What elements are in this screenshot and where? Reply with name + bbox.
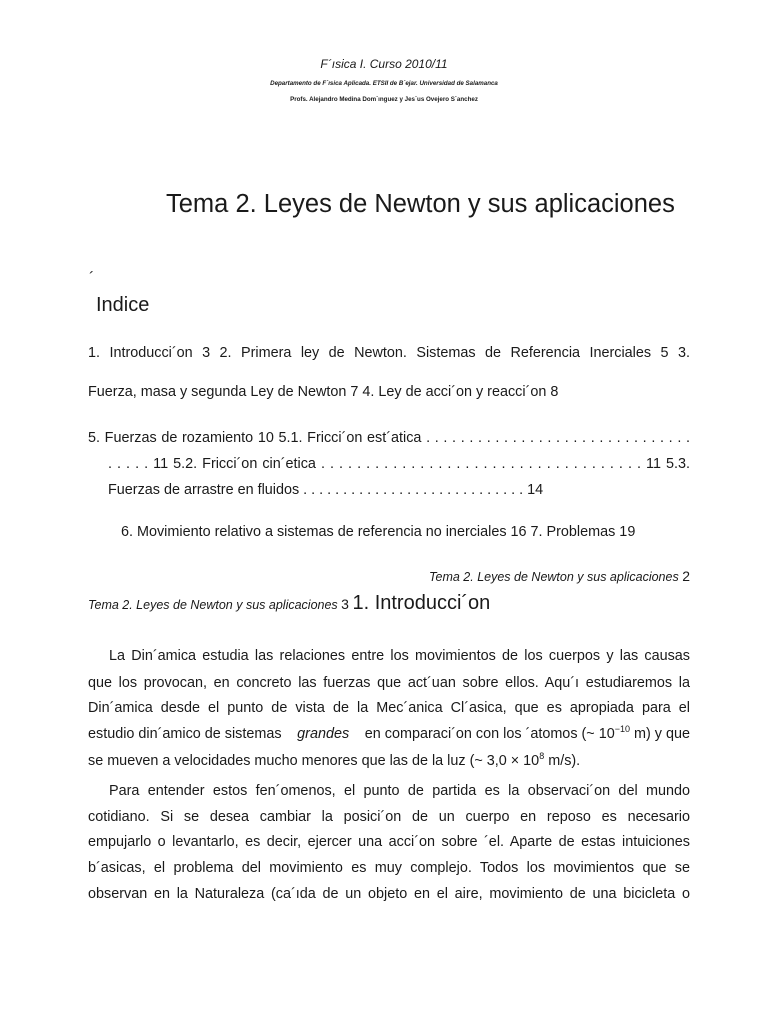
- text-run: estudio din´amico de sistemas: [88, 726, 282, 742]
- toc-line-1: 1. Introducci´on 3 2. Primera ley de Newton. Sistemas de Referencia Inerciales 5 3.: [88, 345, 690, 361]
- page-number: 3: [341, 596, 349, 612]
- section-heading: 1. Introducci´on: [352, 592, 491, 614]
- index-accent: ´: [89, 270, 95, 287]
- department-header: Departamento de F´ısica Aplicada. ETSII de B´ejar. Universidad de Salamanca: [270, 80, 498, 87]
- text-run: en comparaci´on con los ´atomos (~ 10: [364, 726, 615, 742]
- exponent: 8: [539, 751, 545, 761]
- paragraph-line: La Din´amica estudia las relaciones entre los movimientos de los cuerpos y las causas: [109, 648, 690, 664]
- paragraph-line: que los provocan, en concreto las fuerzas que act´uan sobre ellos. Aqu´ı estudiaremos la: [88, 675, 690, 691]
- paragraph-line: [88, 753, 690, 769]
- text-run: m) y que: [634, 726, 690, 742]
- running-title: Tema 2. Leyes de Newton y sus aplicaciones: [88, 598, 338, 612]
- toc-line-6: 6. Movimiento relativo a sistemas de referencia no inerciales 16 7. Problemas 19: [121, 524, 636, 540]
- page-title: Tema 2. Leyes de Newton y sus aplicaciones: [166, 190, 675, 218]
- authors-header: Profs. Alejandro Medina Dom´ınguez y Jes´us Ovejero S´anchez: [290, 96, 478, 103]
- paragraph-line: Din´amica desde el punto de vista de la Mec´anica Cl´asica, que es apropiada para el: [88, 700, 690, 716]
- paragraph-line: Para entender estos fen´omenos, el punto de partida es la observaci´on del mundo: [109, 783, 690, 799]
- page-footer-left-page: [429, 568, 690, 584]
- paragraph-line: observan en la Naturaleza (ca´ıda de un objeto en el aire, movimiento de una bicicleta o: [88, 886, 690, 902]
- running-title: Tema 2. Leyes de Newton y sus aplicaciones: [429, 570, 679, 584]
- page-header-right-page: [88, 592, 490, 615]
- paragraph-line: cotidiano. Si se desea cambiar la posici´on de un cuerpo en reposo es necesario: [88, 809, 690, 825]
- toc-line-5: Fuerzas de arrastre en fluidos . . . . . . . . . . . . . . . . . . . . . . . . . . . . 14: [108, 482, 544, 498]
- exponent: −10: [614, 724, 630, 734]
- toc-line-4: . . . . . 11 5.2. Fricci´on cin´etica . . . . . . . . . . . . . . . . . . . . . . . . . . . . . . . . . . . . 11 5.3.: [108, 456, 690, 472]
- emphasis-text: grandes: [297, 726, 350, 742]
- paragraph-line: b´asicas, el problema del movimiento es muy complejo. Todos los movimientos que se: [88, 860, 690, 876]
- toc-line-2: Fuerza, masa y segunda Ley de Newton 7 4. Ley de acci´on y reacci´on 8: [88, 384, 559, 400]
- page-number: 2: [682, 568, 690, 584]
- paragraph-line: empujarlo o levantarlo, es decir, ejercer una acci´on sobre ´el. Aparte de estas intuiciones: [88, 834, 690, 850]
- text-run: [365, 726, 690, 742]
- paragraph-line: [88, 726, 690, 742]
- text-run: se mueven a velocidades mucho menores que las de la luz (~ 3,0 × 10: [88, 753, 540, 769]
- index-heading: Indice: [96, 294, 150, 316]
- toc-line-3: 5. Fuerzas de rozamiento 10 5.1. Fricci´on est´atica . . . . . . . . . . . . . . . . . . . . . . . . . . . . . . .: [88, 430, 690, 446]
- text-run: m/s).: [548, 753, 581, 769]
- course-header: F´ısica I. Curso 2010/11: [320, 57, 448, 71]
